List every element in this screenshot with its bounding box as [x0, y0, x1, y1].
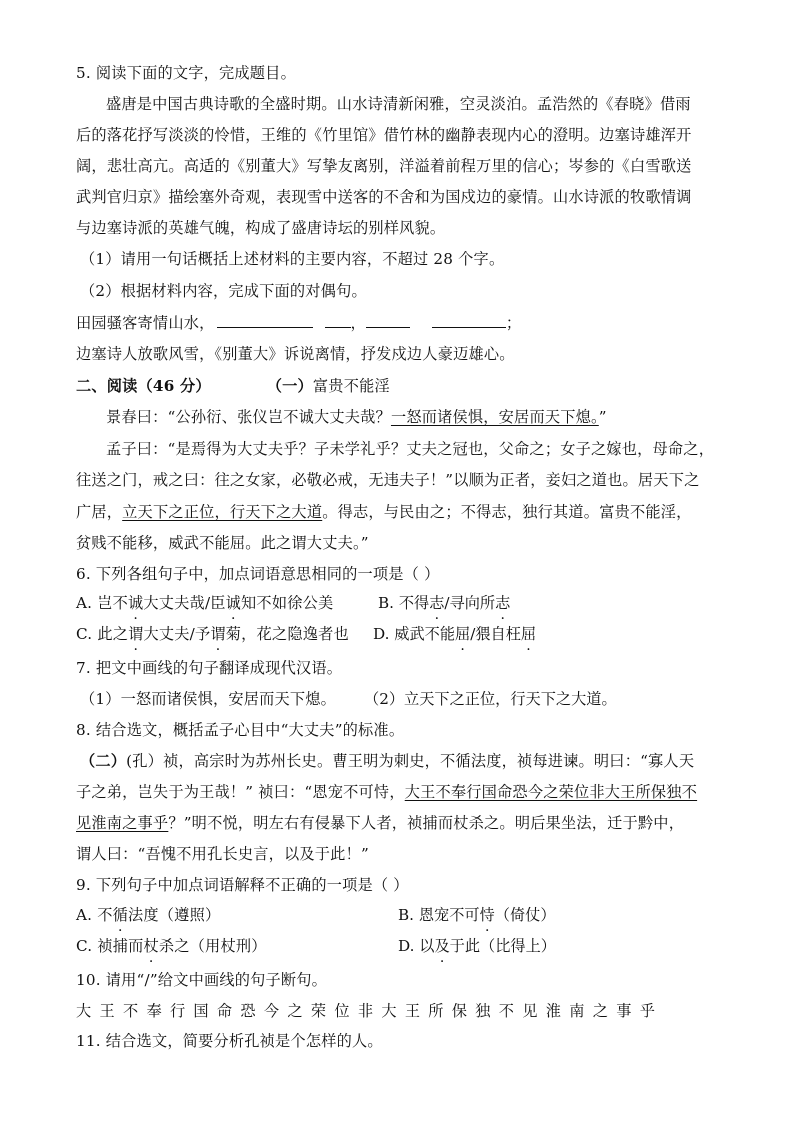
q8-stem: 8. 结合选文，概括孟子心目中“大丈夫”的标准。: [76, 721, 405, 739]
option-text: 知不如徐公美: [241, 594, 334, 612]
option-text: A. 不: [76, 906, 113, 924]
answer-blank[interactable]: [432, 313, 506, 328]
passage2-line: [80, 751, 694, 771]
q9-option-c[interactable]: [76, 936, 267, 956]
q5-paragraph-line: 后的落花抒写淡淡的怜惜，王维的《竹里馆》借竹林的幽静表现内心的澄明。边塞诗雄浑开: [76, 126, 692, 144]
option-text: （倚仗）: [494, 906, 556, 924]
part-label: （一）: [266, 377, 313, 395]
dotted-word: 诚: [225, 594, 242, 612]
answer-blank[interactable]: [217, 313, 313, 328]
passage2-line: [76, 813, 684, 833]
option-text: A. 岂不: [76, 594, 128, 612]
passage-text: 。得志，与民由之；不得志，独行其道。富贵不能淫，: [322, 503, 692, 521]
underlined-sentence: 立天下之正位，行天下之大道: [122, 503, 323, 521]
q9-stem: 9. 下列句子中加点词语解释不正确的一项是（ ）: [76, 876, 409, 894]
passage-mengzi-line: 往送之门，戒之曰：往之女家，必敬必戒，无违夫子！”以顺为正者，妾妇之道也。居天下之: [76, 471, 700, 489]
passage2-line: 谓人曰：“吾愧不用孔长史言，以及于此！”: [76, 845, 369, 863]
dotted-word: 杖: [143, 937, 159, 955]
option-text: 大丈夫/予: [143, 625, 211, 643]
q5-paragraph-line: 武判官归京》描绘塞外奇观，表现雪中送客的不舍和为国戍边的豪情。山水诗派的牧歌情调: [76, 188, 692, 206]
answer-blank[interactable]: [325, 313, 351, 328]
q5-paragraph-line: 盛唐是中国古典诗歌的全盛时期。山水诗清新闲雅，空灵淡泊。孟浩然的《春晓》借雨: [106, 95, 691, 113]
passage-text: 景春曰：“公孙衍、张仪岂不诚大丈夫哉？: [106, 408, 391, 426]
q7-sentence-1: （1）一怒而诸侯惧，安居而天下熄。: [80, 690, 337, 708]
option-text: D. 威武不能: [373, 625, 456, 643]
option-text: 于此（比得上）: [449, 937, 556, 955]
dotted-word: 屈: [455, 625, 471, 643]
q6-option-b[interactable]: [378, 593, 510, 613]
q5-subquestion-1: （1）请用一句话概括上述材料的主要内容，不超过 28 个字。: [80, 250, 505, 268]
q6-option-a[interactable]: [76, 593, 333, 613]
couplet-line-2: 边塞诗人放歌风雪，《别董大》诉说离情，抒发戍边人豪迈雄心。: [76, 345, 515, 363]
q9-option-b[interactable]: [398, 905, 556, 925]
passage-mengzi-line: 贫贱不能移，威武不能屈。此之谓大丈夫。”: [76, 534, 369, 552]
passage-mengzi-line: 孟子曰：“是焉得为大丈夫乎？子未学礼乎？丈夫之冠也，父命之；女子之嫁也，母命之，: [106, 440, 715, 458]
q5-paragraph-line: 与边塞诗派的英雄气魄，构成了盛唐诗坛的别样风貌。: [76, 219, 446, 237]
underlined-sentence: 大王不奉行国命恐今之荣位非大王所保独不: [404, 783, 698, 801]
passage-text: ”: [598, 408, 607, 426]
section-title: 二、阅读（46 分）: [76, 377, 211, 395]
q10-sentence[interactable]: 大王不奉行国命恐今之荣位非大王所保独不见淮南之事乎: [76, 1002, 664, 1020]
part-label: （二）: [80, 752, 127, 770]
q9-option-d[interactable]: [398, 936, 556, 956]
q6-stem: 6. 下列各组句子中，加点词语意思相同的一项是（ ）: [76, 565, 440, 583]
part-title: 富贵不能淫: [312, 377, 390, 395]
dotted-word: 屈: [520, 625, 537, 643]
q5-paragraph-line: 阔，悲壮高亢。高适的《别董大》写挚友离别，洋溢着前程万里的信心；岑参的《白雪歌送: [76, 157, 692, 175]
couplet-comma: ，: [350, 314, 366, 332]
passage-text: ？”明不悦，明左右有侵暴下人者，祯捕而杖杀之。明后果坐法，迁于黔中，: [168, 814, 685, 832]
passage-jingchun: [106, 407, 607, 427]
answer-blank[interactable]: [366, 313, 410, 328]
q6-option-c[interactable]: [76, 624, 349, 644]
option-text: 杀之（用杖刑）: [158, 937, 267, 955]
dotted-word: 循: [112, 906, 129, 924]
option-text: C. 祯捕而: [76, 937, 144, 955]
dotted-word: 恃: [479, 906, 495, 924]
option-text: B. 不得: [378, 594, 430, 612]
q7-sentence-2: （2）立天下之正位，行天下之大道。: [364, 690, 617, 708]
q11-stem: 11. 结合选文，简要分析孔祯是个怎样的人。: [76, 1032, 383, 1050]
underlined-sentence: 见淮南之事乎: [76, 814, 169, 832]
q5-subquestion-2: （2）根据材料内容，完成下面的对偶句。: [80, 282, 367, 300]
dotted-word: 谓: [210, 625, 226, 643]
dotted-word: 志: [495, 594, 511, 612]
option-text: B. 恩宠不可: [398, 906, 480, 924]
option-text: 菊，花之隐逸者也: [225, 625, 349, 643]
passage-text: 广居，: [76, 503, 123, 521]
q5-title: 5. 阅读下面的文字，完成题目。: [76, 64, 296, 82]
q9-option-a[interactable]: [76, 905, 220, 925]
underlined-sentence: 一怒而诸侯惧，安居而天下熄。: [390, 408, 599, 426]
dotted-word: 志: [429, 594, 445, 612]
option-text: 法度（遵照）: [128, 906, 221, 924]
couplet-end: ；: [505, 314, 522, 332]
option-text: /猥自枉: [470, 625, 521, 643]
passage-mengzi-line: [76, 502, 692, 522]
dotted-word: 及: [434, 937, 450, 955]
dotted-word: 诚: [128, 594, 144, 612]
passage-text: (孔）祯，高宗时为苏州长史。曹王明为刺史，不循法度，祯每进谏。明曰：“寡人天: [126, 752, 695, 770]
passage-text: 子之弟，岂失于为王哉！” 祯曰：“恩宠不可恃，: [76, 783, 405, 801]
option-text: 大丈夫哉/臣: [143, 594, 226, 612]
option-text: D. 以: [398, 937, 435, 955]
q6-option-d[interactable]: [373, 624, 536, 644]
section-heading: [76, 376, 390, 396]
couplet-line-1: [76, 313, 521, 333]
couplet-prefix: 田园骚客寄情山水，: [76, 314, 215, 332]
option-text: /寻向所: [444, 594, 496, 612]
q10-stem: 10. 请用“/”给文中画线的句子断句。: [76, 971, 328, 989]
dotted-word: 谓: [128, 625, 144, 643]
q7-stem: 7. 把文中画线的句子翻译成现代汉语。: [76, 659, 343, 677]
passage2-line: [76, 782, 697, 802]
option-text: C. 此之: [76, 625, 129, 643]
